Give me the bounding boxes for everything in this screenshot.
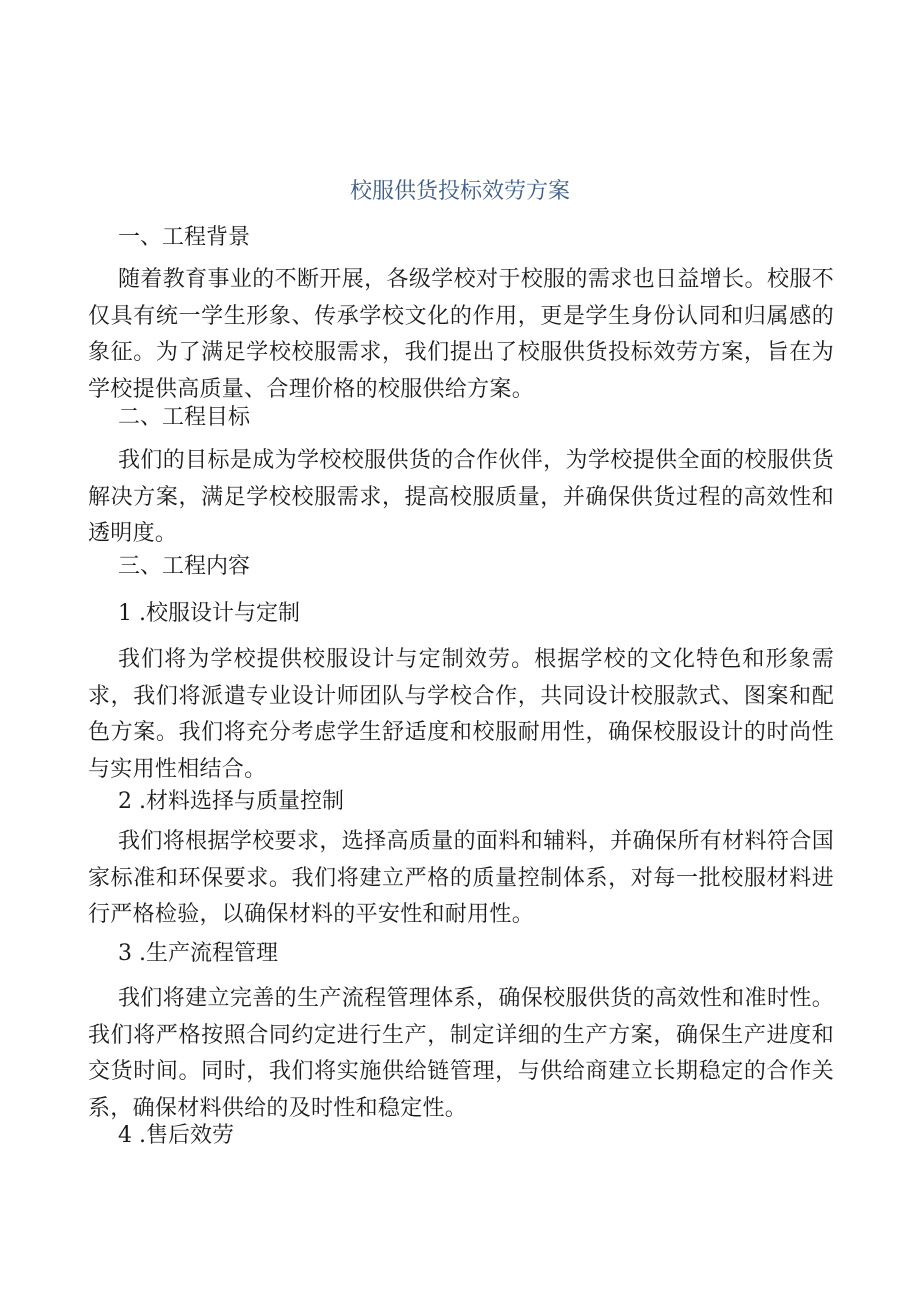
section-heading-content: 三、工程内容 (118, 554, 251, 579)
document-title: 校服供货投标效劳方案 (349, 179, 570, 204)
paragraph-background: 随着教育事业的不断开展，各级学校对于校服的需求也日益增长。校服不仅具有统一学生形象、传承学校文化的作用，更是学生身份认同和归属感的象征。为了满足学校校服需求，我们提出了校服供货投标效劳方案，旨在为学校提供高质量、合理价格的校服供给方案。 (88, 267, 834, 402)
paragraph-goals: 我们的目标是成为学校校服供货的合作伙伴，为学校提供全面的校服供货解决方案，满足学校校服需求，提高校服质量，并确保供货过程的高效性和透明度。 (88, 448, 834, 546)
paragraph-design: 我们将为学校提供校服设计与定制效劳。根据学校的文化特色和形象需求，我们将派遣专业设计师团队与学校合作，共同设计校服款式、图案和配色方案。我们将充分考虑学生舒适度和校服耐用性，确保校服设计的时尚性与实用性相结合。 (88, 647, 834, 782)
paragraph-materials: 我们将根据学校要求，选择高质量的面料和辅料，并确保所有材料符合国家标准和环保要求。我们将建立严格的质量控制体系，对每一批校服材料进行严格检验，以确保材料的平安性和耐用性。 (88, 829, 834, 927)
paragraph-production: 我们将建立完善的生产流程管理体系，确保校服供货的高效性和准时性。我们将严格按照合同约定进行生产，制定详细的生产方案，确保生产进度和交货时间。同时，我们将实施供给链管理，与供给商建立长期稳定的合作关系，确保材料供给的及时性和稳定性。 (88, 986, 834, 1121)
section-heading-background: 一、工程背景 (118, 225, 251, 250)
subheading-materials: 2 .材料选择与质量控制 (118, 789, 344, 814)
section-heading-goals: 二、工程目标 (118, 405, 251, 430)
subheading-design: 1 .校服设计与定制 (118, 601, 300, 626)
subheading-production: 3 .生产流程管理 (118, 941, 278, 966)
subheading-after-sales: 4 .售后效劳 (118, 1123, 234, 1148)
